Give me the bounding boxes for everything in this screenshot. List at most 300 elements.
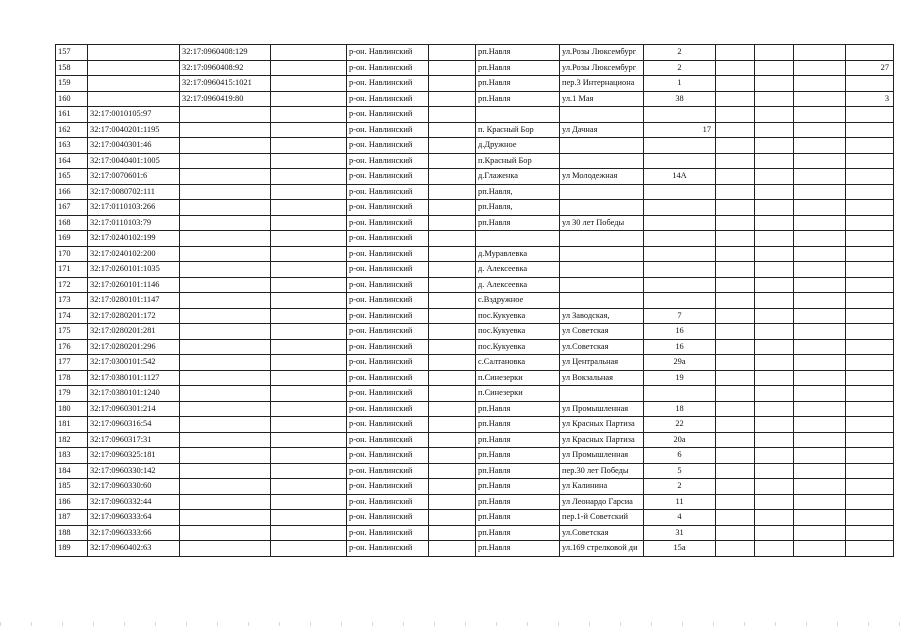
table-row [56, 91, 894, 107]
cell-settlement: рп.Навля, [476, 200, 560, 216]
cell-settlement: пос.Кукуевка [476, 308, 560, 324]
cell-extra-col-d [846, 401, 894, 417]
cell-extra-col-b [755, 91, 794, 107]
cell-extra-col-c [794, 293, 846, 309]
cell-extra-col-d [846, 308, 894, 324]
cell-extra-col-d [846, 262, 894, 278]
table-row [56, 45, 894, 61]
cell-house-number: 6 [644, 448, 716, 464]
cell-extra-col-b [755, 262, 794, 278]
cell-settlement: рп.Навля [476, 432, 560, 448]
cell-street: ул.1 Мая [560, 91, 644, 107]
cell-extra-col-c [794, 510, 846, 526]
cell-district: р-он. Навлинский [347, 525, 429, 541]
cell-settlement: д.Муравлевка [476, 246, 560, 262]
cell-house-number: 16 [644, 339, 716, 355]
cell-extra-col-b [755, 355, 794, 371]
cell-settlement: рп.Навля [476, 401, 560, 417]
cell-district: р-он. Навлинский [347, 45, 429, 61]
cell-empty-col-b [429, 525, 476, 541]
registry-table-body [56, 45, 894, 557]
cell-extra-col-b [755, 138, 794, 154]
cell-house-number: 14А [644, 169, 716, 185]
cell-empty-col-a [271, 91, 347, 107]
cell-cadastral-number-b [180, 246, 271, 262]
cell-extra-col-b [755, 231, 794, 247]
cell-extra-col-b [755, 541, 794, 557]
cell-cadastral-number-b [180, 370, 271, 386]
cell-street [560, 184, 644, 200]
cell-house-number: 38 [644, 91, 716, 107]
cell-empty-col-b [429, 448, 476, 464]
table-row [56, 370, 894, 386]
cell-extra-col-d [846, 138, 894, 154]
cell-empty-col-a [271, 246, 347, 262]
cell-settlement: п.Красный Бор [476, 153, 560, 169]
cell-row-number: 161 [56, 107, 88, 123]
cell-cadastral-number-a [88, 76, 180, 92]
scan-artifact-dots [0, 622, 905, 626]
cell-cadastral-number-b [180, 107, 271, 123]
cell-district: р-он. Навлинский [347, 355, 429, 371]
cell-empty-col-a [271, 479, 347, 495]
cell-extra-col-d [846, 231, 894, 247]
cell-row-number: 168 [56, 215, 88, 231]
cell-district: р-он. Навлинский [347, 386, 429, 402]
cell-extra-col-c [794, 479, 846, 495]
cell-empty-col-a [271, 339, 347, 355]
cell-row-number: 157 [56, 45, 88, 61]
table-row [56, 107, 894, 123]
cell-settlement: п.Синезерки [476, 370, 560, 386]
cell-cadastral-number-b [180, 463, 271, 479]
cell-extra-col-b [755, 479, 794, 495]
cell-cadastral-number-a: 32:17:0040401:1005 [88, 153, 180, 169]
cell-extra-col-c [794, 215, 846, 231]
cell-cadastral-number-a [88, 45, 180, 61]
cell-house-number: 16 [644, 324, 716, 340]
cell-extra-col-d [846, 122, 894, 138]
cell-extra-col-a [716, 138, 755, 154]
cell-house-number: 18 [644, 401, 716, 417]
cell-extra-col-a [716, 324, 755, 340]
cell-cadastral-number-b: 32:17:0960408:92 [180, 60, 271, 76]
cell-extra-col-c [794, 45, 846, 61]
cell-street [560, 386, 644, 402]
table-row [56, 541, 894, 557]
cell-row-number: 176 [56, 339, 88, 355]
cell-settlement: рп.Навля [476, 463, 560, 479]
cell-extra-col-b [755, 293, 794, 309]
cell-extra-col-d [846, 107, 894, 123]
cell-row-number: 183 [56, 448, 88, 464]
table-row [56, 153, 894, 169]
cell-cadastral-number-b [180, 401, 271, 417]
cell-district: р-он. Навлинский [347, 169, 429, 185]
cell-extra-col-a [716, 401, 755, 417]
cell-cadastral-number-b [180, 339, 271, 355]
cell-district: р-он. Навлинский [347, 231, 429, 247]
cell-cadastral-number-b [180, 479, 271, 495]
cell-house-number [644, 277, 716, 293]
cell-empty-col-b [429, 91, 476, 107]
cell-extra-col-a [716, 262, 755, 278]
cell-extra-col-b [755, 510, 794, 526]
cell-cadastral-number-b [180, 293, 271, 309]
table-row [56, 339, 894, 355]
cell-row-number: 178 [56, 370, 88, 386]
cell-empty-col-b [429, 200, 476, 216]
cell-extra-col-d [846, 355, 894, 371]
cell-extra-col-d [846, 76, 894, 92]
cell-house-number [644, 386, 716, 402]
cell-street: ул Дачная [560, 122, 644, 138]
cell-extra-col-b [755, 370, 794, 386]
cell-row-number: 189 [56, 541, 88, 557]
cell-extra-col-d [846, 184, 894, 200]
cell-cadastral-number-a: 32:17:0240102:200 [88, 246, 180, 262]
cell-settlement: рп.Навля [476, 541, 560, 557]
cell-street: ул.169 стрелковой ди [560, 541, 644, 557]
cell-street: ул Молодежная [560, 169, 644, 185]
cell-cadastral-number-b [180, 386, 271, 402]
cell-district: р-он. Навлинский [347, 432, 429, 448]
cell-empty-col-a [271, 386, 347, 402]
cell-house-number [644, 293, 716, 309]
cell-empty-col-a [271, 60, 347, 76]
cell-empty-col-a [271, 370, 347, 386]
cell-empty-col-b [429, 417, 476, 433]
cell-empty-col-b [429, 215, 476, 231]
cell-house-number: 20а [644, 432, 716, 448]
cell-street: ул.Розы Люксембург [560, 60, 644, 76]
cell-district: р-он. Навлинский [347, 153, 429, 169]
cell-extra-col-d [846, 432, 894, 448]
cell-cadastral-number-b [180, 448, 271, 464]
cell-extra-col-d [846, 169, 894, 185]
cell-cadastral-number-a: 32:17:0960333:66 [88, 525, 180, 541]
cell-settlement [476, 107, 560, 123]
cell-empty-col-b [429, 370, 476, 386]
cell-empty-col-a [271, 308, 347, 324]
cell-district: р-он. Навлинский [347, 370, 429, 386]
cell-extra-col-c [794, 525, 846, 541]
cell-empty-col-a [271, 184, 347, 200]
cell-district: р-он. Навлинский [347, 479, 429, 495]
table-row [56, 60, 894, 76]
cell-extra-col-a [716, 510, 755, 526]
cell-cadastral-number-b [180, 169, 271, 185]
cell-extra-col-b [755, 200, 794, 216]
cell-settlement: д.Дружное [476, 138, 560, 154]
cell-extra-col-c [794, 448, 846, 464]
registry-table [55, 44, 894, 557]
cell-extra-col-c [794, 107, 846, 123]
cell-settlement [476, 231, 560, 247]
cell-extra-col-a [716, 448, 755, 464]
cell-district: р-он. Навлинский [347, 510, 429, 526]
cell-district: р-он. Навлинский [347, 401, 429, 417]
cell-house-number: 17 [644, 122, 716, 138]
cell-empty-col-b [429, 401, 476, 417]
cell-extra-col-d [846, 494, 894, 510]
cell-street: пер.1-й Советский [560, 510, 644, 526]
cell-cadastral-number-b [180, 525, 271, 541]
cell-empty-col-b [429, 324, 476, 340]
cell-row-number: 171 [56, 262, 88, 278]
cell-house-number: 2 [644, 60, 716, 76]
cell-house-number: 5 [644, 463, 716, 479]
cell-row-number: 181 [56, 417, 88, 433]
cell-street: ул Промышленная [560, 448, 644, 464]
cell-cadastral-number-a: 32:17:0960330:60 [88, 479, 180, 495]
cell-extra-col-d [846, 386, 894, 402]
cell-extra-col-c [794, 262, 846, 278]
cell-cadastral-number-a: 32:17:0960330:142 [88, 463, 180, 479]
cell-settlement: рп.Навля [476, 510, 560, 526]
cell-extra-col-a [716, 463, 755, 479]
cell-cadastral-number-b [180, 184, 271, 200]
cell-empty-col-a [271, 153, 347, 169]
cell-district: р-он. Навлинский [347, 91, 429, 107]
cell-extra-col-b [755, 525, 794, 541]
cell-street: ул.Советская [560, 525, 644, 541]
table-row [56, 122, 894, 138]
cell-extra-col-c [794, 463, 846, 479]
cell-extra-col-a [716, 107, 755, 123]
cell-cadastral-number-a: 32:17:0040301:46 [88, 138, 180, 154]
cell-settlement: рп.Навля [476, 60, 560, 76]
cell-empty-col-a [271, 510, 347, 526]
cell-street [560, 200, 644, 216]
cell-street: ул Промышленная [560, 401, 644, 417]
cell-row-number: 172 [56, 277, 88, 293]
cell-extra-col-a [716, 355, 755, 371]
table-row [56, 324, 894, 340]
cell-cadastral-number-b [180, 417, 271, 433]
cell-extra-col-d [846, 293, 894, 309]
cell-extra-col-a [716, 184, 755, 200]
cell-extra-col-b [755, 76, 794, 92]
cell-extra-col-b [755, 463, 794, 479]
cell-extra-col-b [755, 324, 794, 340]
cell-extra-col-a [716, 370, 755, 386]
cell-empty-col-b [429, 184, 476, 200]
cell-empty-col-b [429, 169, 476, 185]
cell-extra-col-d [846, 324, 894, 340]
cell-empty-col-b [429, 246, 476, 262]
cell-row-number: 159 [56, 76, 88, 92]
cell-settlement: пос.Кукуевка [476, 324, 560, 340]
cell-empty-col-a [271, 432, 347, 448]
table-row [56, 308, 894, 324]
cell-district: р-он. Навлинский [347, 308, 429, 324]
table-row [56, 525, 894, 541]
cell-empty-col-b [429, 494, 476, 510]
cell-extra-col-d [846, 448, 894, 464]
cell-empty-col-b [429, 231, 476, 247]
cell-street [560, 246, 644, 262]
cell-row-number: 170 [56, 246, 88, 262]
cell-cadastral-number-b: 32:17:0960419:80 [180, 91, 271, 107]
cell-cadastral-number-b [180, 277, 271, 293]
cell-empty-col-a [271, 355, 347, 371]
cell-row-number: 158 [56, 60, 88, 76]
cell-cadastral-number-b [180, 432, 271, 448]
table-row [56, 200, 894, 216]
cell-empty-col-b [429, 293, 476, 309]
cell-street: пер.30 лет Победы [560, 463, 644, 479]
cell-row-number: 182 [56, 432, 88, 448]
cell-extra-col-c [794, 494, 846, 510]
cell-extra-col-b [755, 45, 794, 61]
cell-cadastral-number-b [180, 510, 271, 526]
cell-cadastral-number-a: 32:17:0300101:542 [88, 355, 180, 371]
cell-settlement: пос.Кукуевка [476, 339, 560, 355]
cell-settlement: с.Вздружное [476, 293, 560, 309]
cell-cadastral-number-a: 32:17:0280201:172 [88, 308, 180, 324]
cell-extra-col-d [846, 370, 894, 386]
cell-extra-col-a [716, 169, 755, 185]
cell-cadastral-number-b [180, 494, 271, 510]
cell-row-number: 166 [56, 184, 88, 200]
cell-extra-col-c [794, 541, 846, 557]
cell-empty-col-b [429, 355, 476, 371]
cell-settlement: рп.Навля [476, 479, 560, 495]
cell-empty-col-b [429, 122, 476, 138]
cell-street: ул Леонардо Гарсиа [560, 494, 644, 510]
cell-district: р-он. Навлинский [347, 262, 429, 278]
cell-street: ул Калинина [560, 479, 644, 495]
cell-extra-col-c [794, 432, 846, 448]
cell-empty-col-a [271, 76, 347, 92]
cell-cadastral-number-a: 32:17:0040201:1195 [88, 122, 180, 138]
cell-cadastral-number-b [180, 153, 271, 169]
cell-district: р-он. Навлинский [347, 277, 429, 293]
cell-cadastral-number-a: 32:17:0110103:79 [88, 215, 180, 231]
cell-cadastral-number-b [180, 262, 271, 278]
cell-empty-col-a [271, 45, 347, 61]
cell-empty-col-b [429, 432, 476, 448]
cell-empty-col-b [429, 386, 476, 402]
cell-empty-col-a [271, 494, 347, 510]
cell-row-number: 180 [56, 401, 88, 417]
cell-extra-col-c [794, 370, 846, 386]
cell-cadastral-number-a: 32:17:0010105:97 [88, 107, 180, 123]
cell-row-number: 173 [56, 293, 88, 309]
cell-settlement: рп.Навля [476, 45, 560, 61]
cell-extra-col-a [716, 432, 755, 448]
cell-empty-col-a [271, 122, 347, 138]
cell-cadastral-number-a: 32:17:0260101:1146 [88, 277, 180, 293]
cell-district: р-он. Навлинский [347, 494, 429, 510]
cell-extra-col-b [755, 107, 794, 123]
cell-street: ул Вокзальная [560, 370, 644, 386]
cell-extra-col-d: 27 [846, 60, 894, 76]
cell-cadastral-number-a: 32:17:0960332:44 [88, 494, 180, 510]
cell-street [560, 153, 644, 169]
cell-empty-col-b [429, 45, 476, 61]
cell-extra-col-b [755, 169, 794, 185]
cell-district: р-он. Навлинский [347, 448, 429, 464]
table-row [56, 262, 894, 278]
cell-extra-col-b [755, 215, 794, 231]
cell-house-number [644, 184, 716, 200]
cell-extra-col-a [716, 215, 755, 231]
cell-empty-col-a [271, 541, 347, 557]
cell-cadastral-number-b: 32:17:0960408:129 [180, 45, 271, 61]
cell-street: ул.Розы Люксембург [560, 45, 644, 61]
cell-row-number: 175 [56, 324, 88, 340]
cell-cadastral-number-a: 32:17:0280201:296 [88, 339, 180, 355]
cell-district: р-он. Навлинский [347, 60, 429, 76]
cell-house-number [644, 246, 716, 262]
cell-cadastral-number-b [180, 122, 271, 138]
cell-cadastral-number-b [180, 231, 271, 247]
cell-cadastral-number-b [180, 200, 271, 216]
cell-house-number: 22 [644, 417, 716, 433]
cell-extra-col-b [755, 448, 794, 464]
cell-settlement: д. Алексеевка [476, 277, 560, 293]
cell-extra-col-d [846, 277, 894, 293]
cell-extra-col-a [716, 479, 755, 495]
cell-extra-col-b [755, 386, 794, 402]
cell-cadastral-number-a: 32:17:0380101:1127 [88, 370, 180, 386]
cell-settlement: п. Красный Бор [476, 122, 560, 138]
cell-extra-col-d [846, 541, 894, 557]
cell-cadastral-number-a: 32:17:0280101:1147 [88, 293, 180, 309]
cell-extra-col-d [846, 510, 894, 526]
cell-cadastral-number-a: 32:17:0960325:181 [88, 448, 180, 464]
cell-extra-col-a [716, 246, 755, 262]
cell-settlement: д.Глаженка [476, 169, 560, 185]
cell-extra-col-c [794, 308, 846, 324]
cell-house-number: 1 [644, 76, 716, 92]
cell-empty-col-a [271, 293, 347, 309]
table-row [56, 76, 894, 92]
cell-cadastral-number-a: 32:17:0960301:214 [88, 401, 180, 417]
cell-street: ул.Советская [560, 339, 644, 355]
cell-extra-col-a [716, 339, 755, 355]
cell-extra-col-a [716, 76, 755, 92]
cell-extra-col-b [755, 432, 794, 448]
cell-extra-col-c [794, 91, 846, 107]
cell-cadastral-number-a: 32:17:0110103:266 [88, 200, 180, 216]
cell-cadastral-number-b [180, 215, 271, 231]
cell-empty-col-b [429, 308, 476, 324]
cell-extra-col-b [755, 401, 794, 417]
cell-settlement: д. Алексеевка [476, 262, 560, 278]
cell-street: ул Красных Партиза [560, 432, 644, 448]
cell-extra-col-b [755, 153, 794, 169]
cell-street [560, 231, 644, 247]
table-row [56, 355, 894, 371]
cell-house-number [644, 200, 716, 216]
cell-street: ул Центральная [560, 355, 644, 371]
cell-row-number: 169 [56, 231, 88, 247]
cell-house-number [644, 153, 716, 169]
cell-district: р-он. Навлинский [347, 463, 429, 479]
cell-empty-col-b [429, 153, 476, 169]
cell-row-number: 163 [56, 138, 88, 154]
cell-row-number: 188 [56, 525, 88, 541]
cell-house-number: 11 [644, 494, 716, 510]
cell-extra-col-c [794, 355, 846, 371]
cell-empty-col-a [271, 401, 347, 417]
cell-extra-col-d: 3 [846, 91, 894, 107]
cell-row-number: 174 [56, 308, 88, 324]
cell-extra-col-d [846, 463, 894, 479]
